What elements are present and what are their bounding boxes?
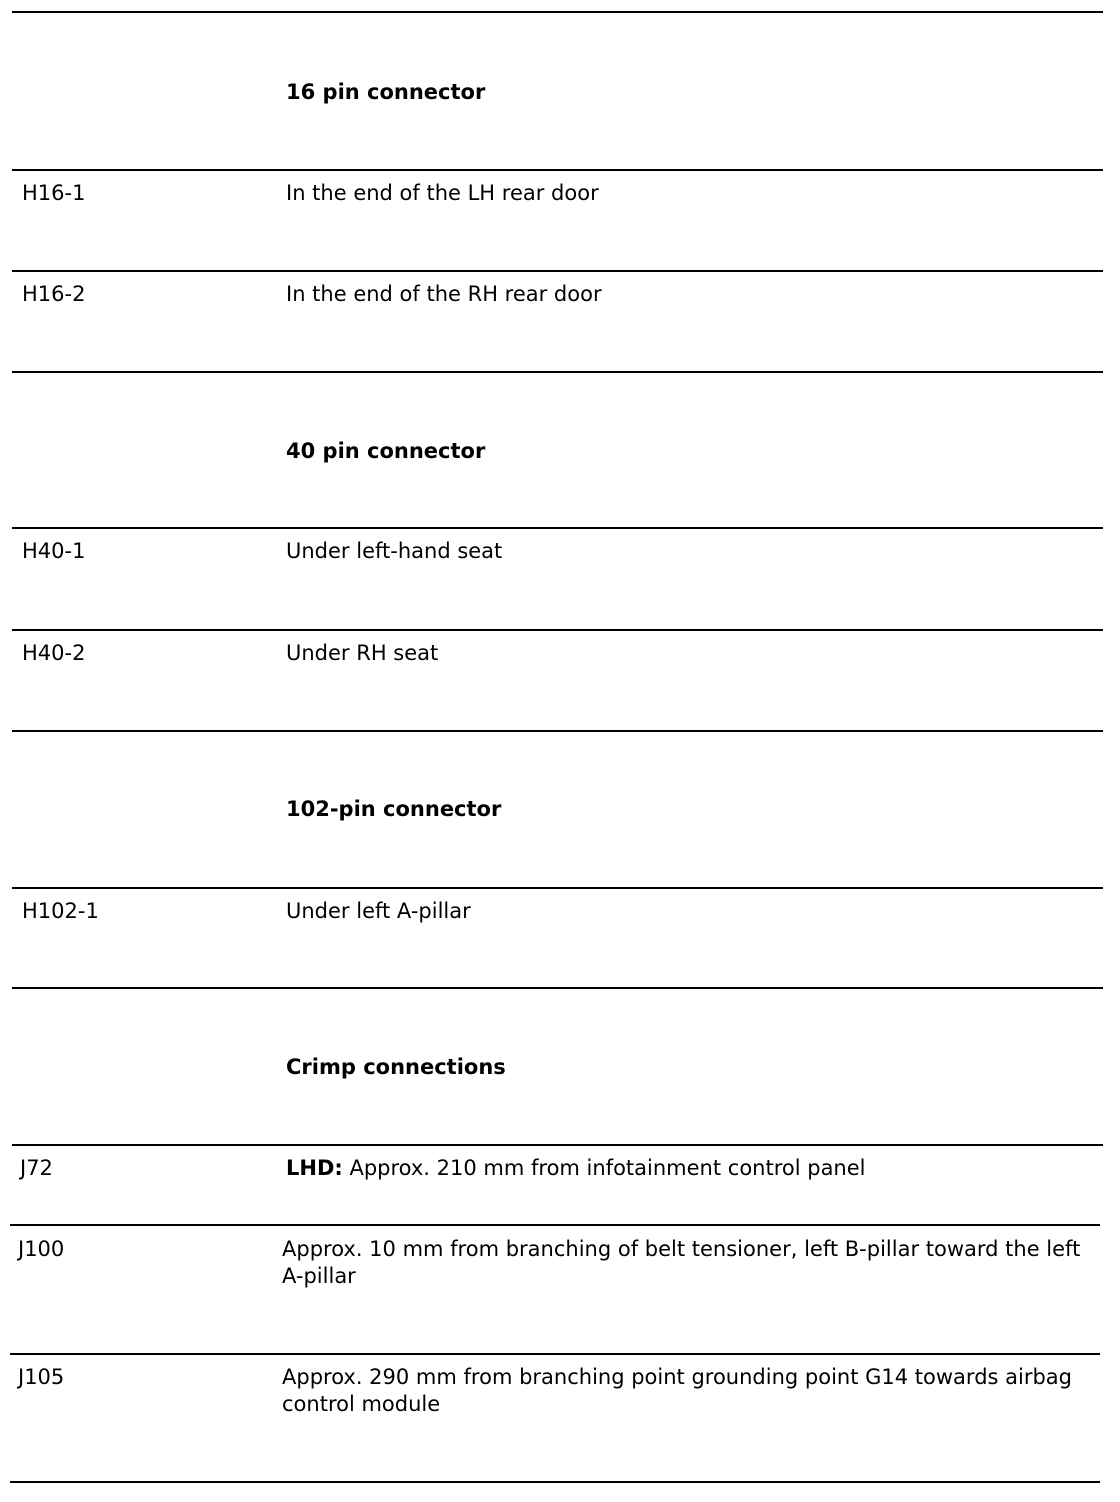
section-heading: 102-pin connector <box>286 797 502 821</box>
drive-side-label: LHD: <box>286 1156 343 1180</box>
divider <box>12 169 1103 171</box>
divider <box>12 887 1103 889</box>
section-heading: Crimp connections <box>286 1055 506 1079</box>
divider <box>12 1144 1103 1146</box>
connector-id: J72 <box>20 1156 53 1180</box>
connector-id: J100 <box>18 1237 65 1261</box>
connector-location: Approx. 10 mm from branching of belt tensioner, left B-pillar toward the left A-pillar <box>282 1237 1081 1288</box>
divider <box>10 1353 1100 1355</box>
divider <box>12 11 1103 13</box>
connector-id: H16-1 <box>22 181 86 205</box>
connector-location: Approx. 290 mm from branching point grounding point G14 towards airbag control module <box>282 1365 1073 1416</box>
divider <box>12 987 1103 989</box>
connector-id: H16-2 <box>22 282 86 306</box>
connector-location: Under left-hand seat <box>286 539 503 563</box>
divider <box>12 371 1103 373</box>
connector-location: Under RH seat <box>286 641 439 665</box>
divider <box>12 527 1103 529</box>
connector-id: H102-1 <box>22 899 99 923</box>
divider <box>12 270 1103 272</box>
section-heading: 16 pin connector <box>286 80 486 104</box>
divider <box>12 629 1103 631</box>
section-heading: 40 pin connector <box>286 439 486 463</box>
connector-location: Under left A-pillar <box>286 899 471 923</box>
connector-id: J105 <box>18 1365 65 1389</box>
divider <box>10 1481 1100 1483</box>
connector-location: In the end of the RH rear door <box>286 282 602 306</box>
divider <box>12 730 1103 732</box>
connector-id: H40-1 <box>22 539 86 563</box>
connector-location: In the end of the LH rear door <box>286 181 599 205</box>
connector-location-text: Approx. 210 mm from infotainment control panel <box>342 1156 866 1180</box>
connector-location <box>286 1155 866 1182</box>
connector-id: H40-2 <box>22 641 86 665</box>
divider <box>10 1224 1100 1226</box>
